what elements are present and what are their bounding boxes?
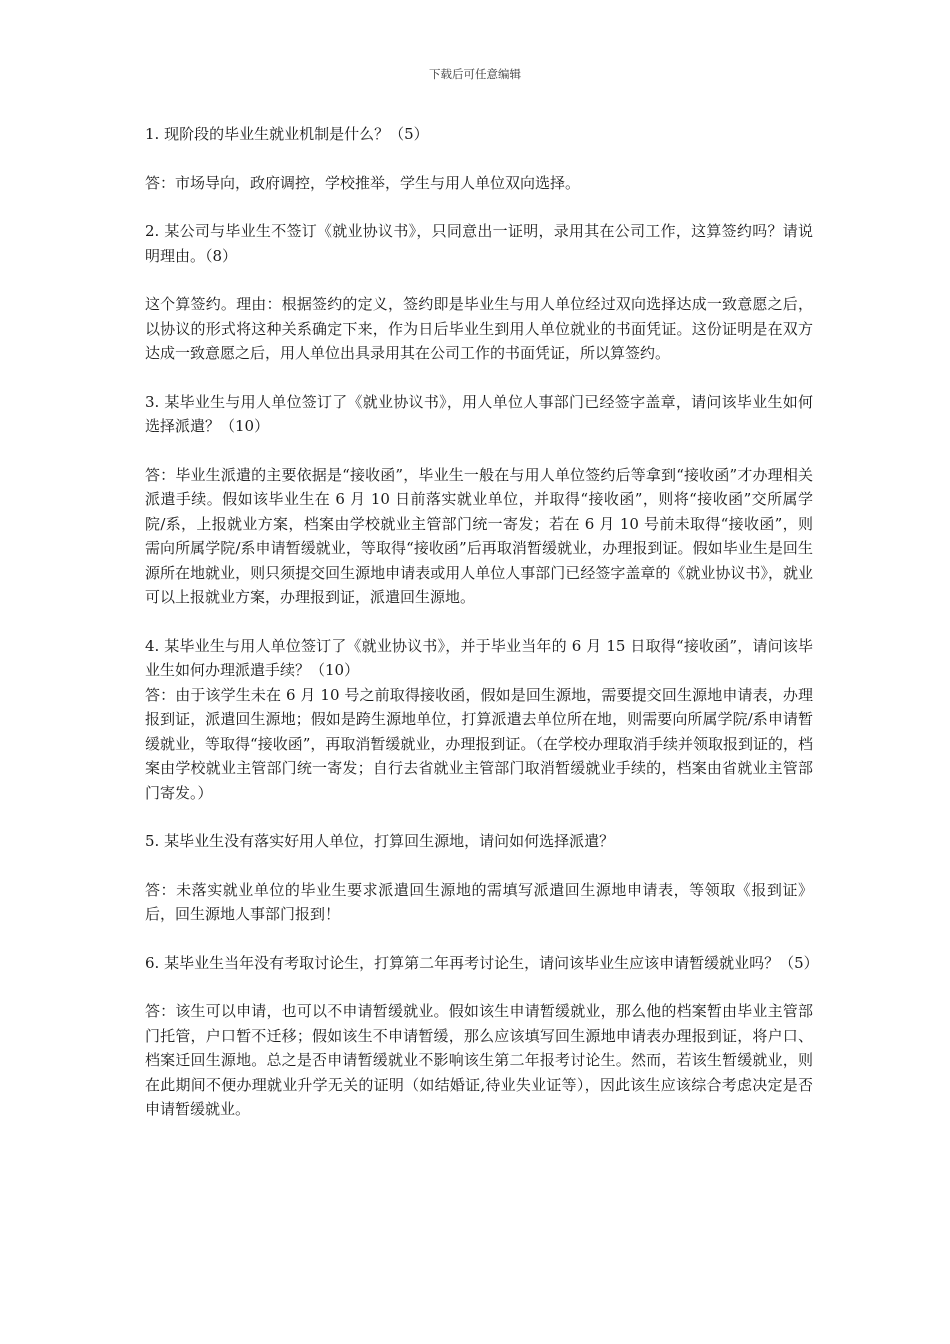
question-5: 5. 某毕业生没有落实好用人单位，打算回生源地，请问如何选择派遣？ — [145, 832, 615, 850]
question-2: 2. 某公司与毕业生不签订《就业协议书》，只同意出一证明，录用其在公司工作，这算签约吗？请说明理由。（8） — [145, 222, 813, 265]
answer-2: 这个算签约。理由：根据签约的定义，签约即是毕业生与用人单位经过双向选择达成一致意愿之后，以协议的形式将这种关系确定下来，作为日后毕业生到用人单位就业的书面凭证。这份证明是在双方达成一致意愿之后，用人单位出具录用其在公司工作的书面凭证，所以算签约。 — [145, 295, 813, 362]
question-6: 6. 某毕业生当年没有考取讨论生，打算第二年再考讨论生，请问该毕业生应该申请暂缓就业吗？（5） — [145, 953, 819, 972]
answer-1: 答：市场导向，政府调控，学校推举，学生与用人单位双向选择。 — [145, 173, 581, 192]
question-4: 4. 某毕业生与用人单位签订了《就业协议书》，并于毕业当年的 6 月 15 日取得“接收函”，请问该毕业生如何办理派遣手续？（10） — [145, 636, 813, 679]
answer-3: 答：毕业生派遣的主要依据是“接收函”，毕业生一般在与用人单位签约后等拿到“接收函”才办理相关派遣手续。假如该毕业生在 6 月 10 日前落实就业单位，并取得“接收函”，则将“接收函”交所属学院/系，上报就业方案，档案由学校就业主管部门统一寄发；若在 6 月 10 号前未取得“接收函”，则需向所属学院/系申请暂缓就业，等取得“接收函”后再取消暂缓就业，办理报到证。假如毕业生是回生源所在地就业，则只须提交回生源地申请表或用人单位人事部门已经签字盖章的《就业协议书》，就业可以上报就业方案，办理报到证，派遣回生源地。 — [145, 465, 813, 606]
page-header: 下载后可任意编辑 — [429, 67, 521, 81]
question-1: 1. 现阶段的毕业生就业机制是什么？（5） — [145, 125, 429, 143]
answer-4: 答：由于该学生未在 6 月 10 号之前取得接收函，假如是回生源地，需要提交回生源地申请表，办理报到证，派遣回生源地；假如是跨生源地单位，打算派遣去单位所在地，则需要向所属学院/系申请暂缓就业，等取得“接收函”，再取消暂缓就业，办理报到证。（在学校办理取消手续并领取报到证的，档案由学校就业主管部门统一寄发；自行去省就业主管部门取消暂缓就业手续的，档案由省就业主管部门寄发。） — [145, 685, 813, 802]
document-body — [145, 122, 819, 1122]
answer-5: 答：未落实就业单位的毕业生要求派遣回生源地的需填写派遣回生源地申请表，等领取《报到证》后，回生源地人事部门报到！ — [145, 880, 813, 923]
answer-6: 答：该生可以申请，也可以不申请暂缓就业。假如该生申请暂缓就业，那么他的档案暂由毕业主管部门托管，户口暂不迁移；假如该生不申请暂缓，那么应该填写回生源地申请表办理报到证，将户口、档案迁回生源地。总之是否申请暂缓就业不影响该生第二年报考讨论生。然而，若该生暂缓就业，则在此期间不便办理就业升学无关的证明（如结婚证,待业失业证等），因此该生应该综合考虑决定是否申请暂缓就业。 — [145, 1002, 813, 1118]
question-3: 3. 某毕业生与用人单位签订了《就业协议书》，用人单位人事部门已经签字盖章，请问该毕业生如何选择派遣？（10） — [145, 392, 813, 435]
